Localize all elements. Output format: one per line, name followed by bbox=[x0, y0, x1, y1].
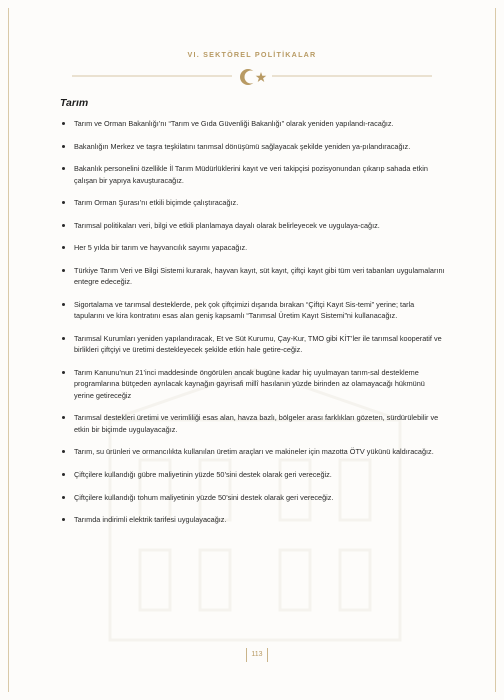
list-item: Tarımda indirimli elektrik tarifesi uygulayacağız. bbox=[60, 514, 446, 525]
list-item: Tarım Orman Şurası’nı etkili biçimde çalıştıracağız. bbox=[60, 197, 446, 208]
list-item: Tarım ve Orman Bakanlığı’nı “Tarım ve Gıda Güvenliği Bakanlığı” olarak yeniden yapılandı-racağız. bbox=[60, 118, 446, 129]
bullet-icon bbox=[62, 450, 65, 453]
bullet-icon bbox=[62, 303, 65, 306]
list-item: Tarımsal destekleri üretimi ve verimliliği esas alan, havza bazlı, bölgeler arası farklıkları gözeten, sürdürülebilir ve etkin bir biçimde uygulayacağız. bbox=[60, 412, 446, 435]
list-item: Bakanlık personelini özellikle İl Tarım Müdürlüklerini kayıt ve veri takipçisi pozisyonundan çıkarıp sahada etkin çalışan bir yapıya kavuşturacağız. bbox=[60, 163, 446, 186]
policy-list bbox=[60, 118, 446, 537]
bullet-icon bbox=[62, 122, 65, 125]
list-item: Tarımsal Kurumları yeniden yapılandıracak, Et ve Süt Kurumu, Çay-Kur, TMO gibi KİT’ler ile tarımsal kooperatif ve birlikleri çiftçiyi ve üretimi destekleyecek şekilde etkin hale getire-ceğiz. bbox=[60, 333, 446, 356]
list-item: Sigortalama ve tarımsal desteklerde, pek çok çiftçimizi dışarıda bırakan “Çiftçi Kayıt Sis-temi” yerine; tarla tapularını ve kira kontratını esas alan geniş kapsamlı “Tarımsal Üretim Kayıt Sistemi”ni kullanacağız. bbox=[60, 299, 446, 322]
bullet-icon bbox=[62, 145, 65, 148]
section-title: Tarım bbox=[60, 97, 89, 109]
bullet-icon bbox=[62, 496, 65, 499]
list-item: Tarım, su ürünleri ve ormancılıkta kullanılan üretim araçları ve makineler için mazotta ÖTV yükünü kaldıracağız. bbox=[60, 446, 446, 457]
list-item: Tarım Kanunu’nun 21’inci maddesinde öngörülen ancak bugüne kadar hiç uyulmayan tarım-sal destekleme programlarına bütçeden ayrılacak kaynağın gayrisafi millî hasılanın yüzde birinden az olamayacağı hükmünü yerine getireceğiz bbox=[60, 367, 446, 401]
list-item: Tarımsal politikaları veri, bilgi ve etkili planlamaya dayalı olarak belirleyecek ve uygulaya-cağız. bbox=[60, 220, 446, 231]
bullet-icon bbox=[62, 269, 65, 272]
list-item: Türkiye Tarım Veri ve Bilgi Sistemi kurarak, hayvan kayıt, süt kayıt, çiftçi kayıt gibi tüm veri tabanları uygulamalarını entegre edeceğiz. bbox=[60, 265, 446, 288]
bullet-icon bbox=[62, 167, 65, 170]
bullet-icon bbox=[62, 518, 65, 521]
bullet-icon bbox=[62, 371, 65, 374]
list-item: Çiftçilere kullandığı tohum maliyetinin yüzde 50’sini destek olarak geri vereceğiz. bbox=[60, 492, 446, 503]
bullet-icon bbox=[62, 416, 65, 419]
bullet-icon bbox=[62, 201, 65, 204]
bullet-icon bbox=[62, 473, 65, 476]
bullet-icon bbox=[62, 246, 65, 249]
crescent-star-icon bbox=[72, 66, 432, 88]
page-number: 113 bbox=[246, 648, 268, 662]
section-header-title: VI. SEKTÖREL POLİTİKALAR bbox=[187, 50, 317, 59]
list-item: Her 5 yılda bir tarım ve hayvancılık sayımı yapacağız. bbox=[60, 242, 446, 253]
bullet-icon bbox=[62, 224, 65, 227]
bullet-icon bbox=[62, 337, 65, 340]
list-item: Çiftçilere kullandığı gübre maliyetinin yüzde 50’sini destek olarak geri vereceğiz. bbox=[60, 469, 446, 480]
list-item: Bakanlığın Merkez ve taşra teşkilatını tarımsal dönüşümü sağlayacak şekilde yeniden ya-pılandıracağız. bbox=[60, 141, 446, 152]
